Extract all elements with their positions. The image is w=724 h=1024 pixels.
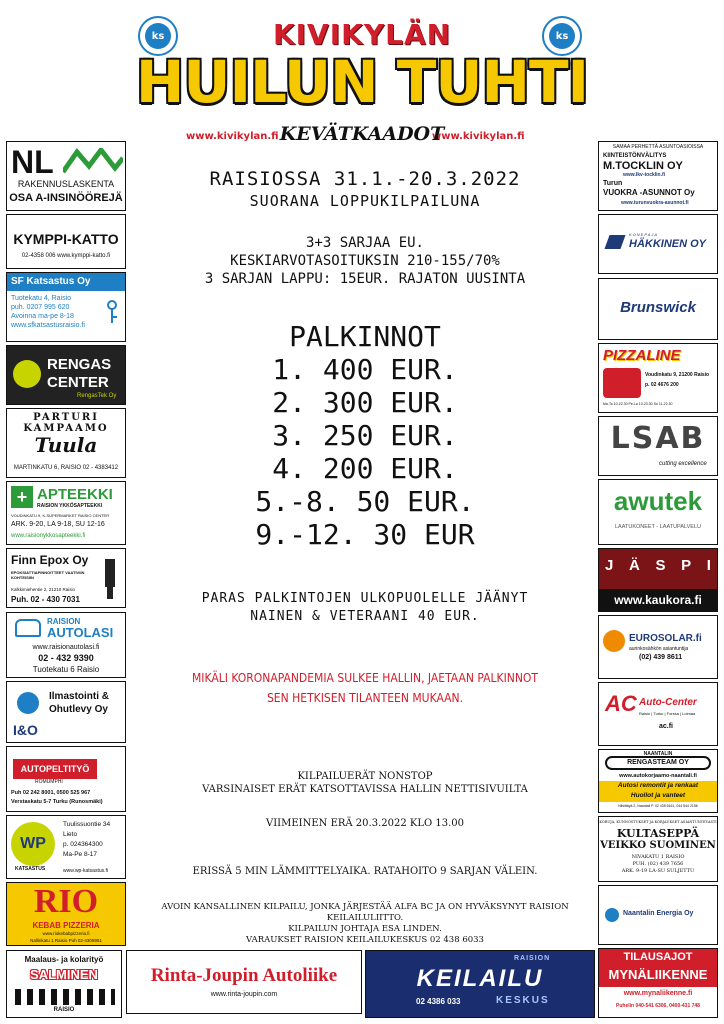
footer-line: KILPAILUN JOHTAJA ESA LINDEN. xyxy=(288,924,442,934)
autopelti-phone: Puh 02 242 8001, 0500 525 967 xyxy=(11,790,91,796)
apteekki-sub: RAISION YKKÖSAPTEEKKI xyxy=(37,503,103,509)
key-icon xyxy=(103,299,121,325)
finnepox-sub: EPOKSIATTIAPINNOITTEET VAATIVIIN KOHTEISIIN xyxy=(11,570,85,580)
pizzaline-addr: Voudinkatu 9, 21200 Raisio xyxy=(645,372,710,378)
nl-name: RAKENNUSLASKENTA xyxy=(17,179,115,189)
sponsor-finn-epox[interactable] xyxy=(6,548,126,608)
url-right[interactable]: www.kivikylan.fi xyxy=(432,131,525,142)
mynali-top: TILAUSAJOT xyxy=(623,951,693,963)
hakkinen-pre: KONEPAJA xyxy=(629,232,659,237)
sponsor-wp-katsastus[interactable] xyxy=(6,815,126,879)
jaspi-letter: P xyxy=(681,557,692,574)
tocklin-name1: KIINTEISTÖNVÄLITYS xyxy=(603,153,667,159)
corona-line: MIKÄLI KORONAPANDEMIA SULKEE HALLIN, JAETAAN PALKINNOT xyxy=(191,671,538,685)
extra-prize-line: PARAS PALKINTOJEN ULKOPUOLELLE JÄÄNYT xyxy=(201,591,529,606)
eurosolar-name: EUROSOLAR.fi xyxy=(629,633,702,644)
jaspi-letter: S xyxy=(655,557,666,574)
ac-name: Auto-Center xyxy=(639,697,697,708)
footer-line: AVOIN KANSALLINEN KILPAILU, JONKA JÄRJESTÄÄ ALFA BC JA ON HYVÄKSYNYT RAISION KEILAILULIITTO. xyxy=(161,902,569,923)
keilailu-pre: RAISION xyxy=(514,955,551,962)
io-name: Ilmastointi & Ohutlevy Oy xyxy=(49,691,110,715)
rengas-sub: RengasTek Oy xyxy=(77,393,117,399)
wp-sub: KATSASTUS xyxy=(15,866,46,872)
autolasi-addr: Tuotekatu 6 Raisio xyxy=(32,665,100,674)
sf-line: Tuotekatu 4, Raisio xyxy=(11,295,72,302)
parturi-name2: KAMPAAMO xyxy=(23,423,109,434)
sf-name: SF Katsastus Oy xyxy=(11,276,91,287)
jaspi-letter: J xyxy=(605,557,614,574)
sponsor-mynaliikenne[interactable] xyxy=(598,948,718,1018)
parturi-name1: PARTURI xyxy=(33,412,99,423)
tocklin-top: SAMAA PERHETTÄ ASUNTOASIOISSA xyxy=(612,144,704,150)
rio-sub: KEBAB PIZZERIA xyxy=(32,921,100,930)
pizza-logo-icon xyxy=(603,368,641,398)
prizes-title: PALKINNOT xyxy=(289,320,441,353)
wp-hours: Ma-Pe 8-17 xyxy=(63,851,97,858)
mynali-name: MYNÄLIIKENNE xyxy=(608,967,708,982)
schedule-line: KILPAILUERÄT NONSTOP xyxy=(297,771,433,782)
nl-mark: NL xyxy=(11,144,54,180)
kultaseppa-addr: NIVAKATU 1 RAISIO xyxy=(631,854,685,860)
rules-block xyxy=(140,234,590,288)
sponsor-lsab[interactable] xyxy=(598,416,718,476)
jaspi-letter: Ä xyxy=(628,557,640,574)
wp-web: www.wp-katsastus.fi xyxy=(63,868,109,874)
rengasteam-top: NAANTALIN xyxy=(643,751,673,757)
sponsor-brunswick[interactable] xyxy=(598,278,718,340)
rengasteam-addr: Nilsittäyä 2, Naantali P. 02 435 6161, 044 544 2156 xyxy=(618,804,698,808)
rengasteam-web: www.autokorjaamo-naantali.fi xyxy=(619,773,697,779)
rule-line: 3+3 SARJAA EU. xyxy=(305,235,424,251)
seal-mark: ks xyxy=(549,23,575,49)
kymppi-info: 02-4358 006 www.kymppi-katto.fi xyxy=(21,253,111,259)
rengasteam-tag1: Autosi remontit ja renkaat xyxy=(617,782,699,789)
prizes-block xyxy=(140,320,590,551)
finnepox-phone: Puh. 02 - 430 7031 xyxy=(11,595,80,604)
brunswick-name: Brunswick xyxy=(620,299,696,316)
ac-mark: AC xyxy=(605,691,637,716)
sponsor-rinta-joupin[interactable] xyxy=(126,950,362,1014)
hakkinen-logo-icon xyxy=(604,235,625,249)
sponsor-apteekki[interactable] xyxy=(6,481,126,545)
pharmacy-cross-icon: + xyxy=(11,486,33,508)
event-subtitle: KEVÄTKAADOT xyxy=(279,123,445,145)
prize-line: 9.-12. 30 EUR xyxy=(255,518,475,551)
sponsor-pizzaline[interactable] xyxy=(598,343,718,413)
rule-line: 3 SARJAN LAPPU: 15EUR. RAJATON UUSINTA xyxy=(204,271,526,287)
rintajoupin-name: Rinta-Joupin Autoliike xyxy=(150,965,338,986)
seal-mark: ks xyxy=(145,23,171,49)
rengas-name2: CENTER xyxy=(47,374,109,391)
salminen-line1: Maalaus- ja kolarityö xyxy=(24,955,104,964)
kultaseppa-hours: ARK. 9-19 LA-SU SULJETTU xyxy=(621,868,695,874)
prize-line: 2. 300 EUR. xyxy=(272,386,458,419)
extra-prize-line: NAINEN & VETERAANI 40 EUR. xyxy=(250,609,480,624)
sponsor-rengasteam[interactable] xyxy=(598,749,718,813)
sponsor-rio-kebab[interactable] xyxy=(6,882,126,946)
lsab-name: LSAB xyxy=(610,421,706,456)
wp-details xyxy=(63,820,110,860)
keilailu-phone: 02 4386 033 xyxy=(416,997,461,1006)
kultaseppa-name1: KULTASEPPÄ xyxy=(616,827,700,840)
rio-name: RIO xyxy=(33,883,99,920)
pizzaline-hours: Ma-To 10-22.30 Pe-La 10-23.30 Su 11-22.30 xyxy=(603,402,673,406)
brand-top: KIVIKYLÄN xyxy=(272,18,452,51)
rintajoupin-web: www.rinta-joupin.com xyxy=(210,991,278,998)
event-format: SUORANA LOPPUKILPAILUNA xyxy=(249,192,481,210)
windshield-icon xyxy=(15,619,41,637)
finnepox-name: Finn Epox Oy xyxy=(11,553,89,567)
sponsor-kultaseppa[interactable] xyxy=(598,816,718,882)
tocklin-name4: VUOKRA -ASUNNOT Oy xyxy=(603,188,695,197)
rengasteam-tag2: Huollot ja vanteet xyxy=(630,792,686,799)
salminen-name: SALMINEN xyxy=(30,967,98,982)
apteekki-name: APTEEKKI xyxy=(37,486,113,503)
wp-addr: Tuulissuontie 34 xyxy=(63,821,111,828)
awutek-name: awutek xyxy=(613,486,703,516)
checkered-flag-icon xyxy=(15,989,115,1005)
sf-details xyxy=(11,294,85,330)
awutek-sub: LAATUKONEET - LAATUPALVELU xyxy=(615,524,701,530)
parturi-name3: Tuula xyxy=(34,433,98,457)
sponsor-eurosolar[interactable] xyxy=(598,615,718,679)
autopelti-name: AUTOPELTITYÖ xyxy=(13,759,97,779)
kultaseppa-details xyxy=(599,854,717,875)
ac-cities: Raisio | Turku | Forssa | Loimaa xyxy=(639,711,696,716)
kultaseppa-name2: VEIKKO SUOMINEN xyxy=(600,840,716,851)
kultaseppa-phone: PUH. (02) 439 7656 xyxy=(632,861,684,867)
sponsor-io-ilmastointi[interactable] xyxy=(6,681,126,743)
nl-mountain-icon xyxy=(63,148,123,174)
rengasteam-name: RENGASTEAM OY xyxy=(605,756,711,770)
sponsor-autopeltityo[interactable] xyxy=(6,746,126,812)
lsab-sub: cutting excellence xyxy=(659,461,707,467)
sponsor-nl-rakennuslaskenta[interactable] xyxy=(6,141,126,211)
footer-info xyxy=(140,902,590,946)
spray-gun-icon xyxy=(101,557,121,601)
apteekki-addr: VOUDINKATU 9, K-SUPERMARKET RAISIO CENTER xyxy=(11,513,110,518)
rio-addr: Nallinkatu 1 Raisio Puh 02-4305951 xyxy=(30,938,102,943)
salminen-city: RAISIO xyxy=(53,1007,75,1013)
brand-main-title: HUILUN TUHTI xyxy=(135,48,589,116)
mynali-web: www.mynaliikenne.fi xyxy=(623,990,693,997)
sf-line: puh. 0207 995 620 xyxy=(11,304,70,311)
pizzaline-name: PIZZALINE xyxy=(603,347,681,364)
tocklin-web1: www.lkv-tocklin.fi xyxy=(623,172,666,178)
sponsor-parturi-kampaamo[interactable] xyxy=(6,408,126,478)
jaspi-web: www.kaukora.fi xyxy=(614,593,702,607)
nl-tag: OSA A-INSINÖÖREJÄ xyxy=(9,192,123,204)
io-mark: I&O xyxy=(13,722,38,738)
autopelti-addr: Verstaskatu 5-7 Turku (Runosmäki) xyxy=(11,799,103,805)
sponsor-ac-autocenter[interactable] xyxy=(598,682,718,746)
autolasi-name1: RAISION xyxy=(47,617,81,626)
wp-city: Lieto xyxy=(63,831,78,838)
kymppi-name: KYMPPI-KATTO xyxy=(13,231,119,247)
prize-line: 1. 400 EUR. xyxy=(272,353,458,386)
footer-line: VARAUKSET RAISION KEILAILUKESKUS 02 438 6033 xyxy=(246,935,484,945)
keilailu-post: KESKUS xyxy=(496,995,550,1006)
apteekki-web: www.raisionykkosapteekki.fi xyxy=(11,533,86,539)
jaspi-letter: I xyxy=(706,557,711,574)
sponsor-salminen[interactable] xyxy=(6,950,122,1018)
apteekki-hours: ARK. 9-20, LA 9-18, SU 12-16 xyxy=(11,521,105,528)
energia-logo-icon xyxy=(605,908,619,922)
rio-web: www.riokebabpizzeria.fi xyxy=(42,931,90,936)
finnepox-addr: Kalkkimiehentie 2, 21210 Raisio xyxy=(11,587,76,592)
sponsor-raision-keilailukeskus[interactable] xyxy=(365,950,595,1018)
mynali-phone: Puhelin 040-541 6306, 0400-431 748 xyxy=(616,1003,700,1009)
sponsor-raision-autolasi[interactable] xyxy=(6,612,126,678)
wp-mark: WP xyxy=(11,822,55,866)
extra-prize xyxy=(140,590,590,626)
sponsor-hakkinen[interactable] xyxy=(598,214,718,274)
keilailu-name: KEILAILU xyxy=(416,965,544,992)
sponsor-tocklin[interactable] xyxy=(598,141,718,211)
sponsor-kymppi-katto[interactable] xyxy=(6,214,126,269)
autolasi-web: www.raisionautolasi.fi xyxy=(32,644,100,651)
eurosolar-phone: (02) 439 8611 xyxy=(639,654,683,661)
schedule-line: VARSINAISET ERÄT KATSOTTAVISSA HALLIN NETTISIVUILTA xyxy=(202,784,528,795)
eurosolar-sub: aurinkosähkön asiantuntija xyxy=(629,646,689,652)
rule-line: KESKIARVOTASOITUKSIN 210-155/70% xyxy=(230,253,500,269)
parturi-info: MARTINKATU 6, RAISIO 02 - 4383412 xyxy=(13,465,119,471)
prize-line: 5.-8. 50 EUR. xyxy=(255,485,475,518)
autopelti-sub: ROMUMPHI xyxy=(35,779,63,785)
event-dates: RAISIOSSA 31.1.-20.3.2022 xyxy=(209,168,521,190)
wp-phone: p. 024364300 xyxy=(63,841,103,848)
sponsor-awutek[interactable] xyxy=(598,479,718,545)
corona-line: SEN HETKISEN TILANTEEN MUKAAN. xyxy=(266,691,464,705)
sf-line: www.sfkatsastusraisio.fi xyxy=(11,322,85,329)
sun-icon xyxy=(603,630,625,652)
kultaseppa-top: KORUJA, KUNNOSTUKSET JA KORJAUKSET ASIANTUNTEVASTI xyxy=(599,820,717,824)
rengas-name1: RENGAS xyxy=(47,356,112,373)
tocklin-web2: www.turunvuokra-asunnot.fi xyxy=(621,200,689,206)
hakkinen-name: HÄKKINEN OY xyxy=(629,238,707,250)
sponsor-rengas-center[interactable] xyxy=(6,345,126,405)
prize-line: 3. 250 EUR. xyxy=(272,419,458,452)
warmup-info: ERISSÄ 5 MIN LÄMMITTELYAIKA. RATAHOITO 9 SARJAN VÄLEIN. xyxy=(192,866,538,877)
autolasi-name2: AUTOLASI xyxy=(47,625,114,640)
tocklin-name3: Turun xyxy=(603,180,623,187)
ac-web: ac.fi xyxy=(659,723,674,730)
autolasi-phone: 02 - 432 9390 xyxy=(38,653,94,663)
energia-name: Naantalin Energia Oy xyxy=(623,910,694,917)
url-left[interactable]: www.kivikylan.fi xyxy=(186,131,279,142)
schedule-block xyxy=(140,770,590,796)
tocklin-name2: M.TOCKLIN OY xyxy=(603,160,683,172)
jaspi-letters xyxy=(605,557,711,574)
tire-icon xyxy=(13,360,41,388)
prize-line: 4. 200 EUR. xyxy=(272,452,458,485)
sponsor-jaspi[interactable] xyxy=(598,548,718,612)
sf-line: Avoinna ma-pe 8-18 xyxy=(11,313,74,320)
sponsor-sf-katsastus[interactable] xyxy=(6,272,126,342)
corona-notice xyxy=(140,668,590,708)
pizzaline-phone: p. 02 4676 200 xyxy=(645,382,679,388)
io-logo-icon xyxy=(17,692,39,714)
sponsor-naantalin-energia[interactable] xyxy=(598,885,718,945)
last-round: VIIMEINEN ERÄ 20.3.2022 KLO 13.00 xyxy=(265,818,464,829)
